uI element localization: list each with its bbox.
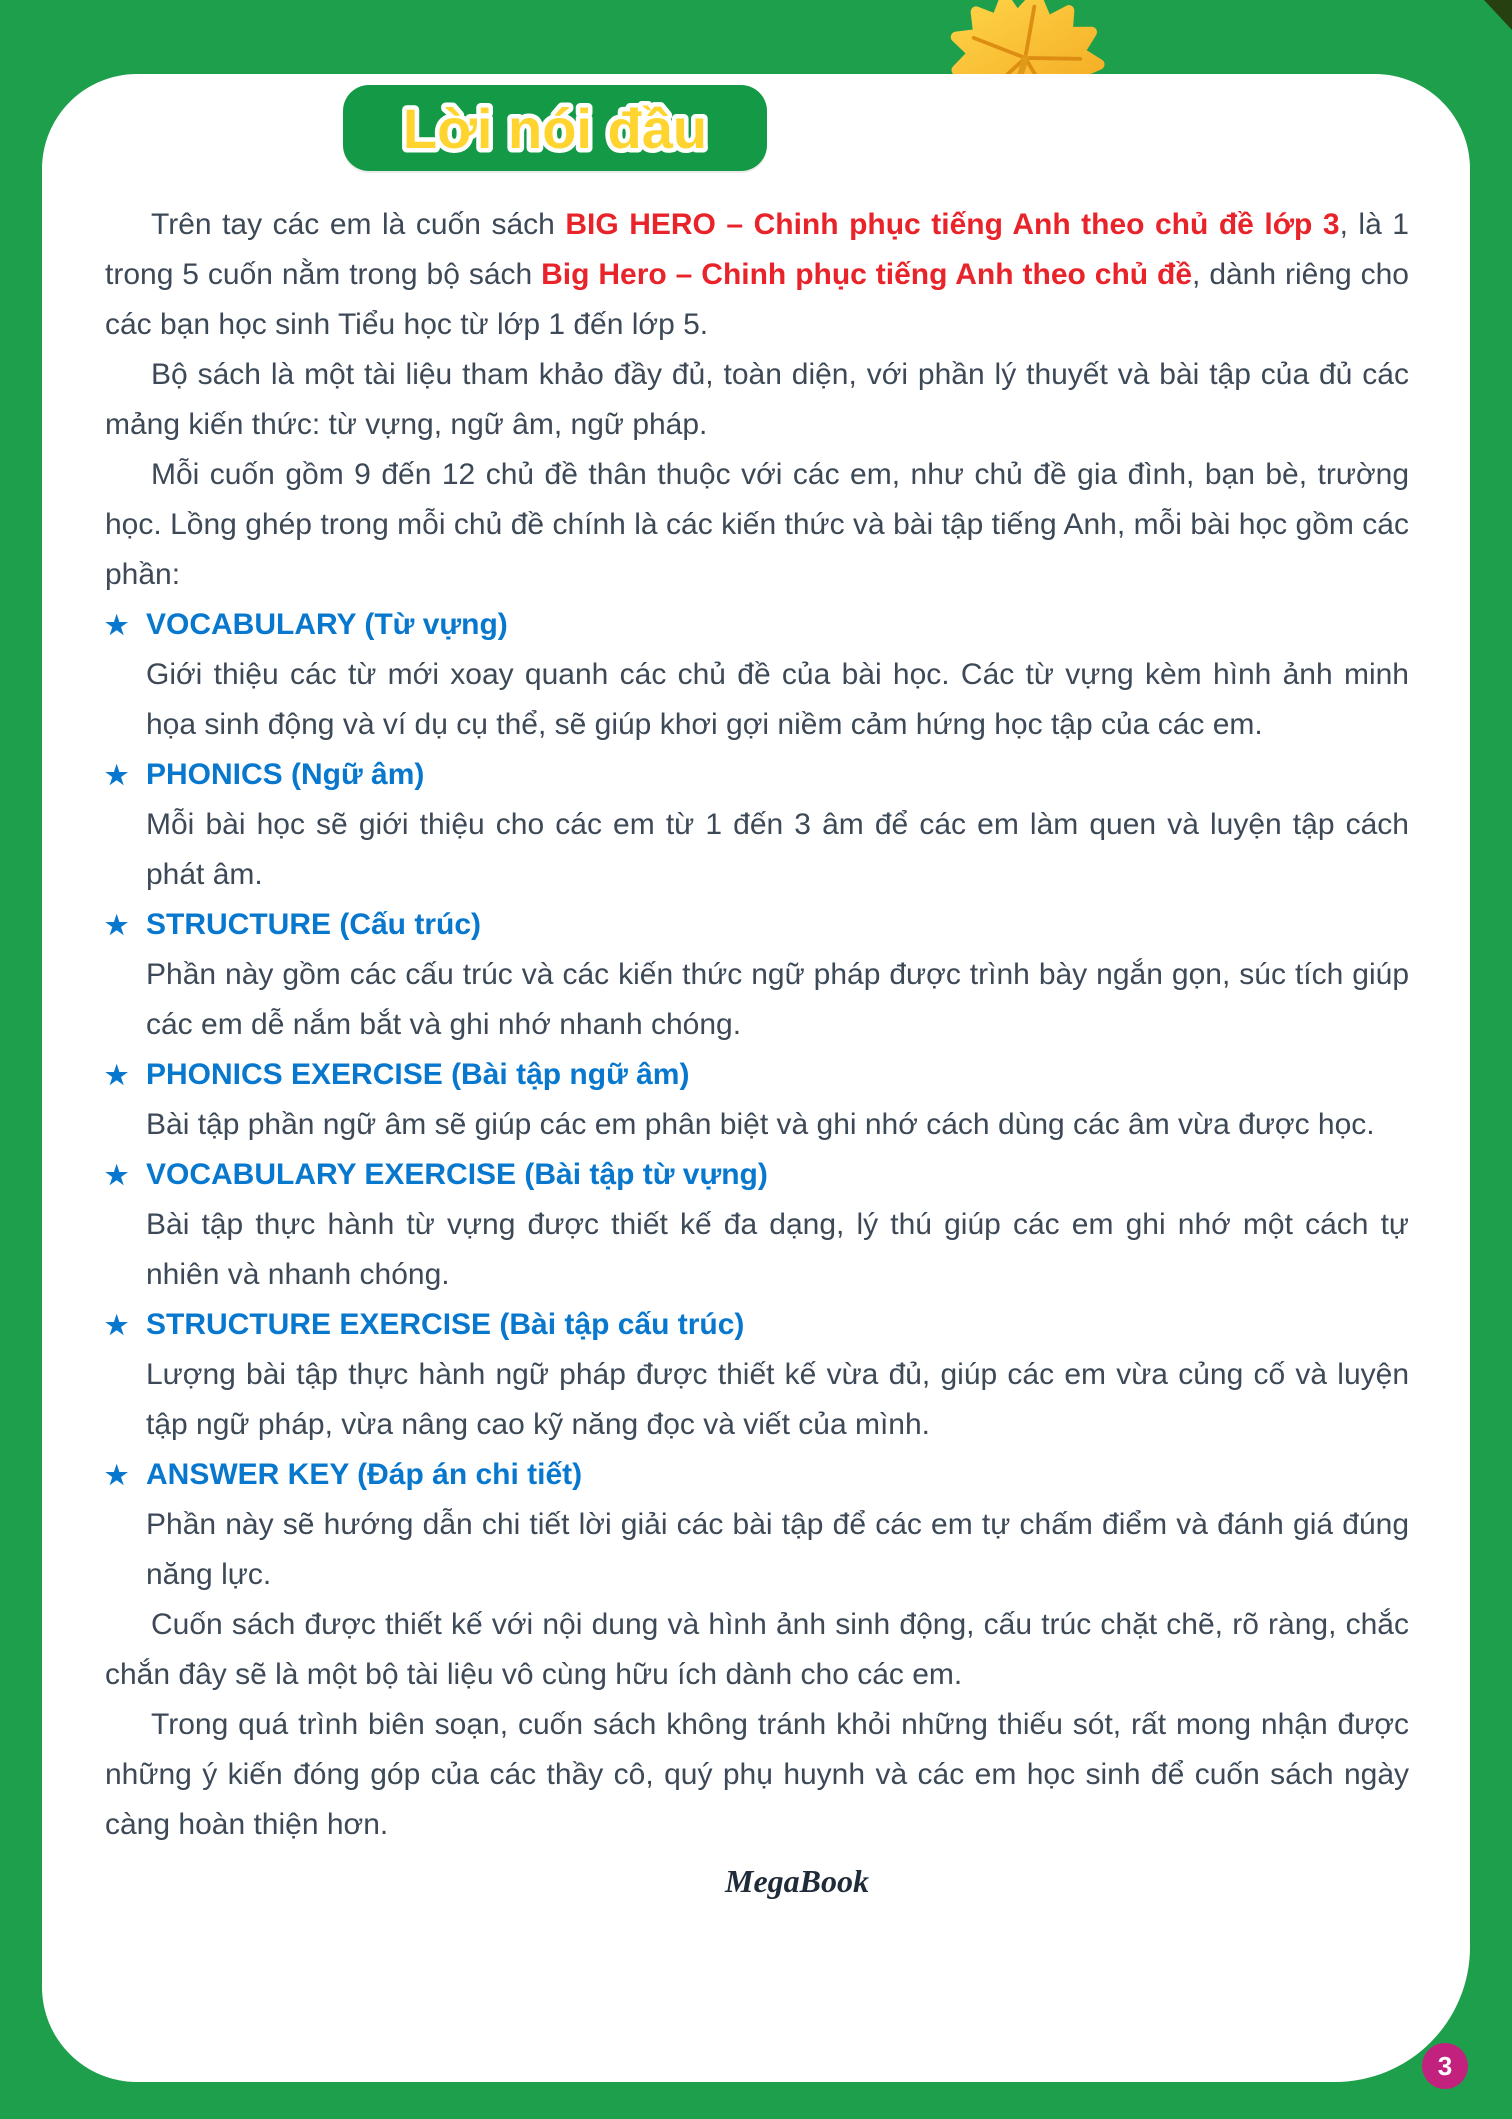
star-icon: ★	[105, 910, 129, 940]
closing-paragraph-2: Trong quá trình biên soạn, cuốn sách không tránh khỏi những thiếu sót, rất mong nhận được những ý kiến đóng góp của các thầy cô, quý phụ huynh và các em học sinh để cuốn sách ngày càng hoàn thiện hơn.	[105, 1708, 1409, 1841]
closing-paragraph-1: Cuốn sách được thiết kế với nội dung và hình ảnh sinh động, cấu trúc chặt chẽ, rõ ràng, chắc chắn đây sẽ là một bộ tài liệu vô cùng hữu ích dành cho các em.	[105, 1608, 1409, 1691]
section-structure-exercise	[105, 1300, 1409, 1450]
title-banner-art	[343, 85, 767, 171]
text-run: , là 1 trong 5 cuốn nằm trong bộ sách	[105, 208, 1409, 291]
intro-paragraph-2: Bộ sách là một tài liệu tham khảo đầy đủ, toàn diện, với phần lý thuyết và bài tập của đủ các mảng kiến thức: từ vựng, ngữ âm, ngữ pháp.	[105, 358, 1409, 441]
text-run: Trên tay các em là cuốn sách	[151, 208, 566, 241]
section-body: Phần này gồm các cấu trúc và các kiến thức ngữ pháp được trình bày ngắn gọn, súc tích giúp các em dễ nắm bắt và ghi nhớ nhanh chóng.	[146, 958, 1409, 1041]
intro-paragraph-3: Mỗi cuốn gồm 9 đến 12 chủ đề thân thuộc với các em, như chủ đề gia đình, bạn bè, trường học. Lồng ghép trong mỗi chủ đề chính là các kiến thức và bài tập tiếng Anh, mỗi bài học gồm các phần:	[105, 458, 1409, 591]
section-heading	[105, 900, 1409, 950]
section-vocabulary	[105, 600, 1409, 750]
intro-paragraph-1	[105, 200, 1409, 350]
content-card	[42, 74, 1470, 2082]
section-body: Mỗi bài học sẽ giới thiệu cho các em từ 1 đến 3 âm để các em làm quen và luyện tập cách phát âm.	[146, 808, 1409, 891]
corner-leaf-tip-icon	[1484, 0, 1512, 30]
series-title-highlight: Big Hero – Chinh phục tiếng Anh theo chủ đề	[541, 258, 1193, 291]
section-body: Bài tập thực hành từ vựng được thiết kế đa dạng, lý thú giúp các em ghi nhớ một cách tự nhiên và nhanh chóng.	[146, 1208, 1409, 1291]
section-title: PHONICS (Ngữ âm)	[146, 758, 425, 791]
section-vocabulary-exercise	[105, 1150, 1409, 1300]
section-title: VOCABULARY (Từ vựng)	[146, 608, 508, 641]
section-body: Lượng bài tập thực hành ngữ pháp được thiết kế vừa đủ, giúp các em vừa củng cố và luyện tập ngữ pháp, vừa nâng cao kỹ năng đọc và viết của mình.	[146, 1358, 1409, 1441]
section-heading	[105, 750, 1409, 800]
page-title: Lời nói đầu	[402, 97, 708, 160]
section-body: Giới thiệu các từ mới xoay quanh các chủ đề của bài học. Các từ vựng kèm hình ảnh minh họa sinh động và ví dụ cụ thể, sẽ giúp khơi gợi niềm cảm hứng học tập của các em.	[146, 658, 1409, 741]
star-icon: ★	[105, 610, 129, 640]
section-heading	[105, 1300, 1409, 1350]
section-body: Phần này sẽ hướng dẫn chi tiết lời giải các bài tập để các em tự chấm điểm và đánh giá đúng năng lực.	[146, 1508, 1409, 1591]
section-heading	[105, 1150, 1409, 1200]
preface-content	[105, 200, 1409, 1906]
section-title: ANSWER KEY (Đáp án chi tiết)	[146, 1458, 583, 1491]
section-body: Bài tập phần ngữ âm sẽ giúp các em phân biệt và ghi nhớ cách dùng các âm vừa được học.	[146, 1108, 1375, 1141]
section-phonics-exercise	[105, 1050, 1409, 1150]
section-title: VOCABULARY EXERCISE (Bài tập từ vựng)	[146, 1158, 768, 1191]
publisher-signature: MegaBook	[725, 1863, 869, 1899]
title-banner	[343, 85, 767, 171]
star-icon: ★	[105, 760, 129, 790]
section-heading	[105, 600, 1409, 650]
section-title: STRUCTURE EXERCISE (Bài tập cấu trúc)	[146, 1308, 745, 1341]
section-answer-key	[105, 1450, 1409, 1600]
section-heading	[105, 1450, 1409, 1500]
star-icon: ★	[105, 1060, 129, 1090]
book-title-highlight: BIG HERO – Chinh phục tiếng Anh theo chủ đề lớp 3	[565, 208, 1340, 241]
text-run: , dành riêng cho các bạn học sinh Tiểu học từ lớp 1 đến lớp 5.	[105, 258, 1409, 341]
section-title: STRUCTURE (Cấu trúc)	[146, 908, 481, 941]
section-title: PHONICS EXERCISE (Bài tập ngữ âm)	[146, 1058, 690, 1091]
page-number-badge: 3	[1422, 2043, 1468, 2089]
section-phonics	[105, 750, 1409, 900]
star-icon: ★	[105, 1310, 129, 1340]
section-heading	[105, 1050, 1409, 1100]
star-icon: ★	[105, 1460, 129, 1490]
star-icon: ★	[105, 1160, 129, 1190]
section-structure	[105, 900, 1409, 1050]
